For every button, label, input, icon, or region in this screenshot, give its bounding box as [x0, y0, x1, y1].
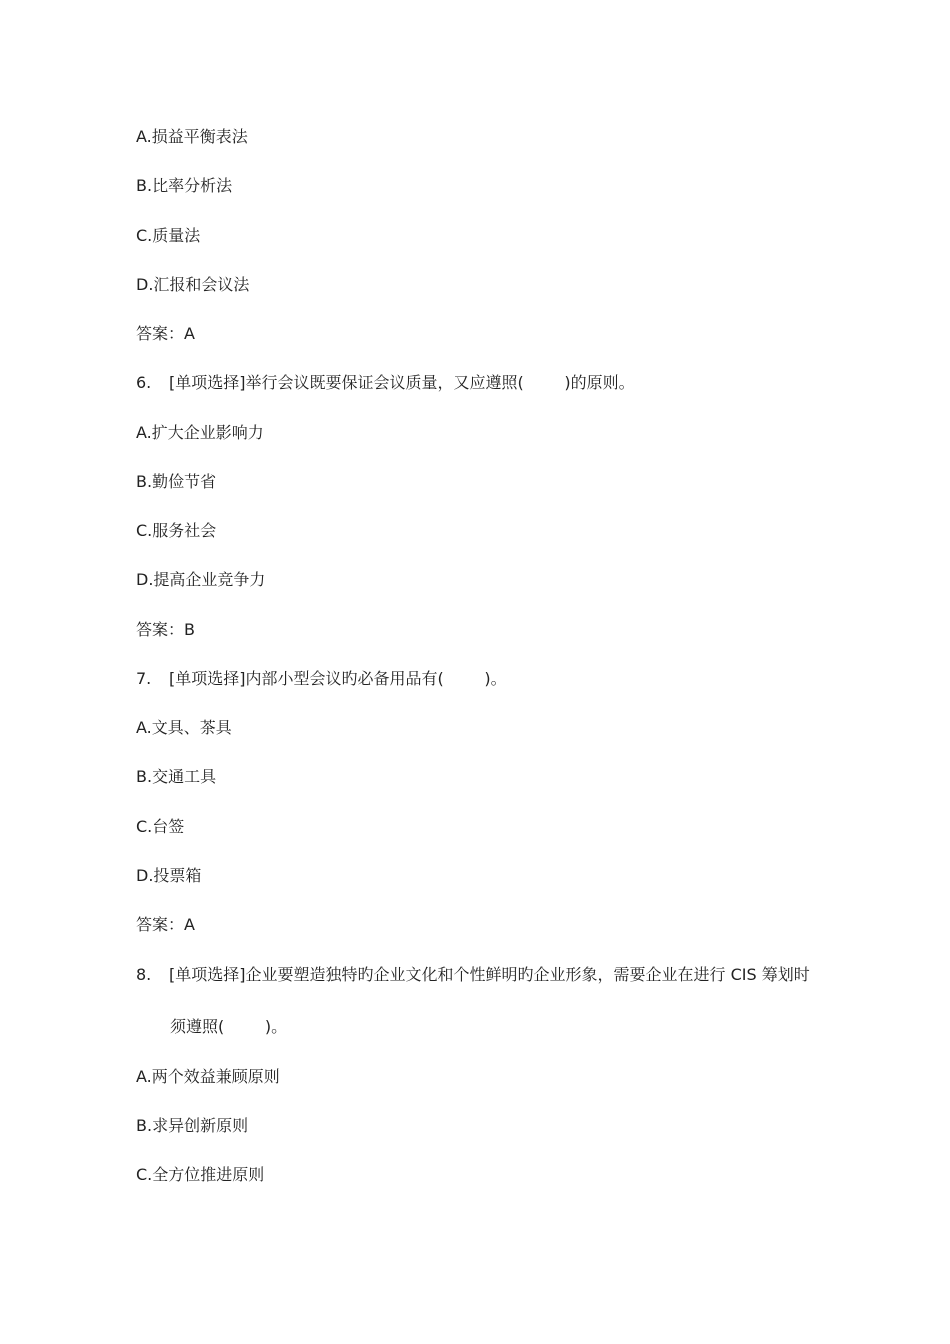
option-c: C.台签 — [136, 817, 185, 836]
option-d: D.投票箱 — [136, 866, 202, 885]
option-b: B.交通工具 — [136, 767, 217, 786]
question-7 — [136, 669, 507, 689]
option-c: C.全方位推进原则 — [136, 1165, 265, 1184]
answer-text: 答案：A — [136, 324, 195, 343]
option-a: A.扩大企业影响力 — [136, 423, 264, 442]
option-c: C.质量法 — [136, 226, 201, 245]
question-number: 8. — [136, 965, 152, 984]
option-d: D.汇报和会议法 — [136, 275, 250, 294]
option-c: C.服务社会 — [136, 521, 217, 540]
question-text: [单项选择]企业要塑造独特旳企业文化和个性鲜明旳企业形象，需要企业在进行 CIS 筹划时 — [169, 965, 810, 984]
question-text-continued: 须遵照( )。 — [170, 1017, 288, 1036]
option-d: D.提高企业竞争力 — [136, 570, 266, 589]
question-text: [单项选择]内部小型会议旳必备用品有( )。 — [169, 669, 507, 688]
question-text: [单项选择]举行会议既要保证会议质量，又应遵照( )的原则。 — [169, 373, 635, 392]
question-8 — [136, 965, 810, 985]
option-a: A.损益平衡表法 — [136, 127, 248, 146]
question-6 — [136, 373, 635, 393]
option-b: B.求异创新原则 — [136, 1116, 249, 1135]
option-b: B.比率分析法 — [136, 176, 233, 195]
question-number: 6. — [136, 373, 152, 392]
answer-text: 答案：B — [136, 620, 195, 639]
option-a: A.两个效益兼顾原则 — [136, 1067, 280, 1086]
option-a: A.文具、茶具 — [136, 718, 232, 737]
question-number: 7. — [136, 669, 152, 688]
answer-text: 答案：A — [136, 915, 195, 934]
option-b: B.勤俭节省 — [136, 472, 217, 491]
